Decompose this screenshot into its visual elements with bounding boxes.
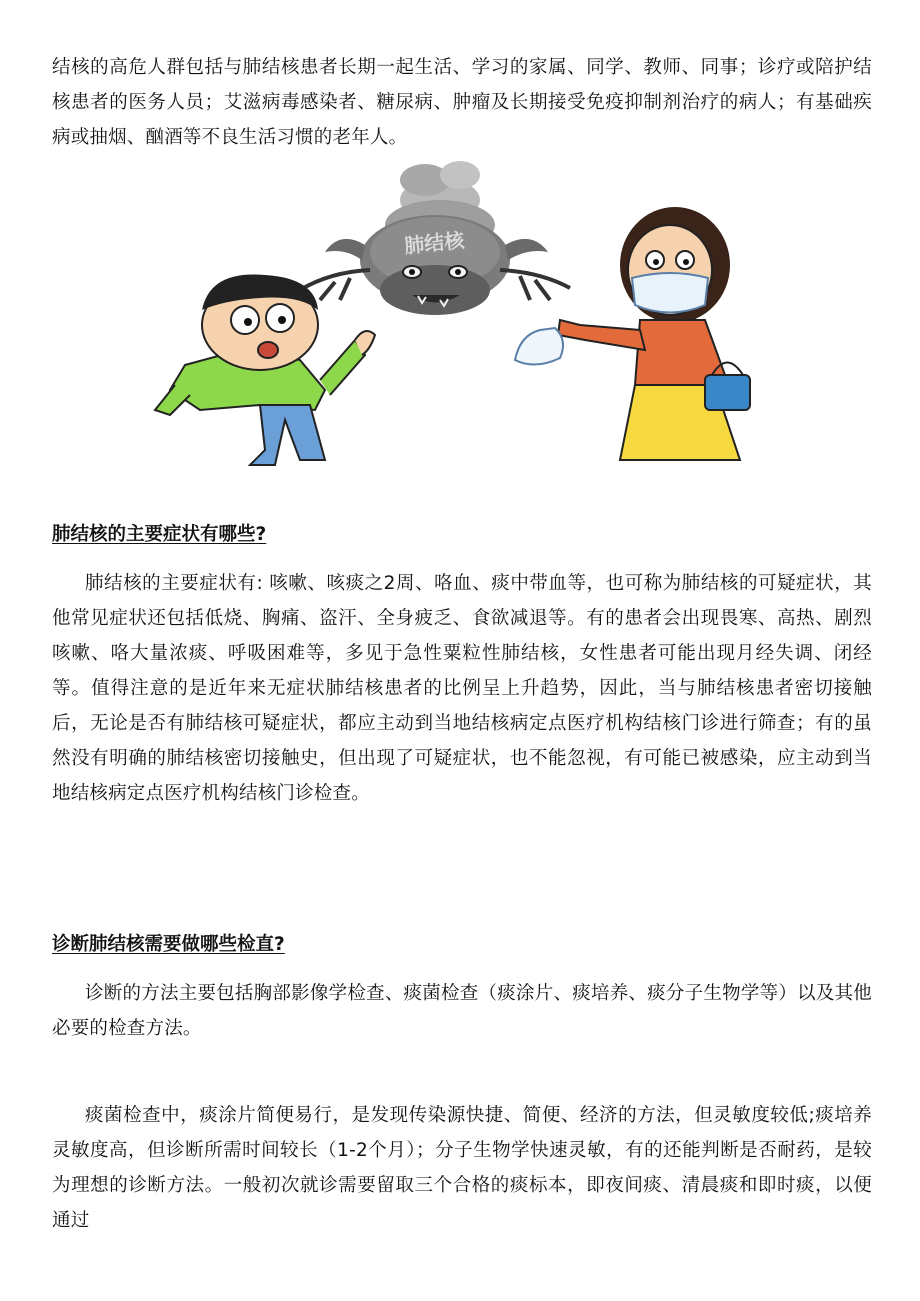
masked-woman	[515, 207, 750, 460]
scared-man	[155, 274, 375, 465]
diagnosis-paragraph-1: 诊断的方法主要包括胸部影像学检查、痰菌检查（痰涂片、痰培养、痰分子生物学等）以及其他必要的检查方法。	[52, 983, 872, 1039]
symptoms-paragraph: 肺结核的主要症状有: 咳嗽、咳痰之2周、咯血、痰中带血等，也可称为肺结核的可疑症状，其他常见症状还包括低烧、胸痛、盗汗、全身疲乏、食欲减退等。有的患者会出现畏寒、高热、剧烈咳嗽、咯大量浓痰、呼吸困难等，多见于急性粟粒性肺结核，女性患者可能出现月经失调、闭经等。值得注意的是近年来无症状肺结核患者的比例呈上升趋势，因此，当与肺结核患者密切接触后，无论是否有肺结核可疑症状，都应主动到当地结核病定点医疗机构结核门诊进行筛查；有的虽然没有明确的肺结核密切接触史，但出现了可疑症状，也不能忽视，有可能已被感染，应主动到当地结核病定点医疗机构结核门诊检查。	[52, 573, 872, 804]
symptoms-heading: 肺结核的主要症状有哪些?	[52, 524, 267, 545]
diagnosis-heading: 诊断肺结核需要做哪些检直?	[52, 934, 285, 955]
tuberculosis-cartoon-illustration	[140, 160, 780, 475]
diagnosis-paragraph-2: 痰菌检查中，痰涂片简便易行，是发现传染源快捷、简便、经济的方法，但灵敏度较低;痰培养灵敏度高，但诊断所需时间较长（1-2个月）；分子生物学快速灵敏，有的还能判断是否耐药，是较为理想的诊断方法。一般初次就诊需要留取三个合格的痰标本，即夜间痰、清晨痰和即时痰，以便通过	[52, 1105, 872, 1231]
germ-label: 肺结核	[403, 227, 466, 259]
intro-paragraph: 结核的高危人群包括与肺结核患者长期一起生活、学习的家属、同学、教师、同事；诊疗或陪护结核患者的医务人员；艾滋病毒感染者、糖尿病、肿瘤及长期接受免疫抑制剂治疗的病人；有基础疾病或抽烟、酗酒等不良生活习惯的老年人。	[52, 57, 872, 148]
